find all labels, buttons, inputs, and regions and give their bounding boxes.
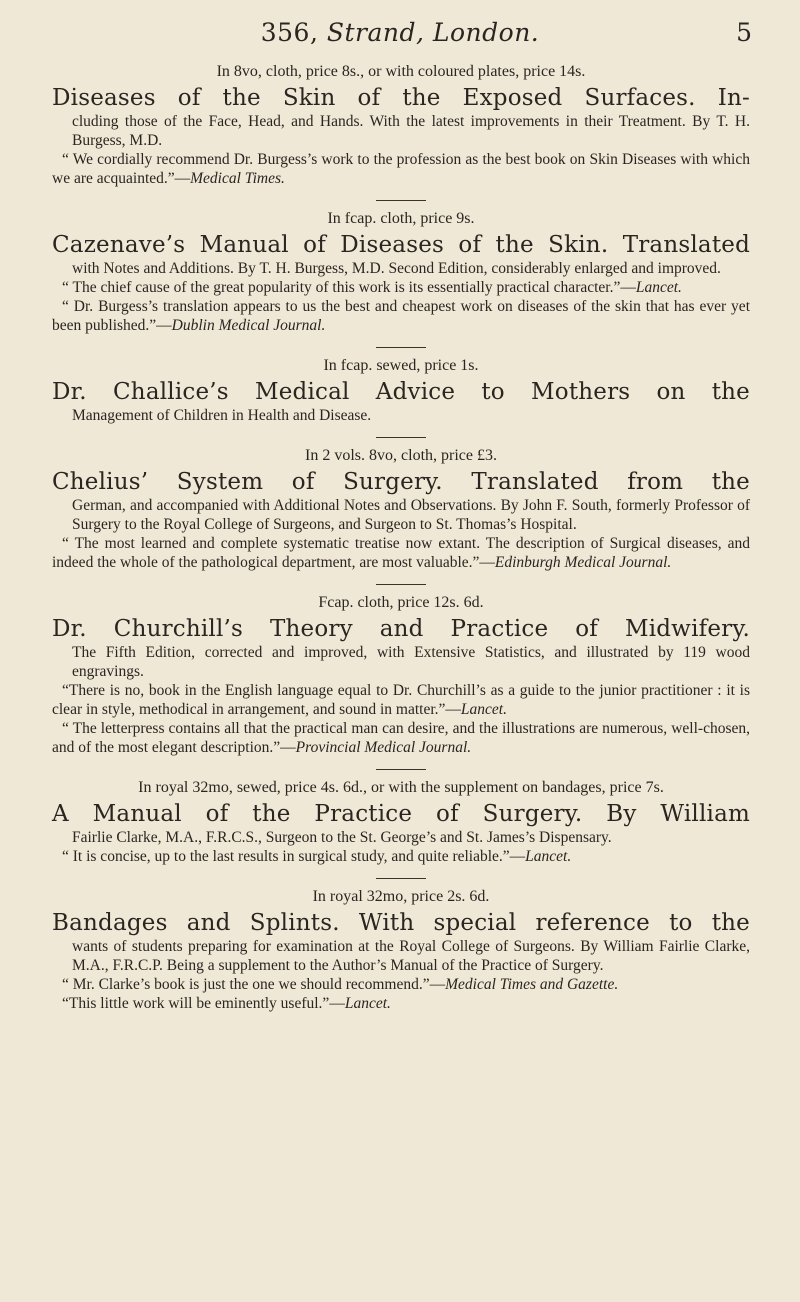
review-quote <box>52 847 750 866</box>
review-text: “There is no, book in the English language equal to Dr. Churchill’s as a guide to the junior practitioner : it is clear in style, methodical in arrangement, and sound in matter.”— <box>52 682 750 718</box>
review-text: “ It is concise, up to the last results in surgical study, and quite reliable.”— <box>62 848 526 865</box>
review-quote <box>52 719 750 757</box>
book-title: Dr. Churchill’s Theory and Practice of Midwifery. <box>52 616 750 642</box>
book-description: wants of students preparing for examination at the Royal College of Surgeons. By William Fairlie Clarke, M.A., F.R.C.P. Being a supplement to the Author’s Manual of the Practice of Surgery. <box>72 938 750 974</box>
book-title: Chelius’ System of Surgery. Translated from the <box>52 469 750 495</box>
book-title: Diseases of the Skin of the Exposed Surfaces. In- <box>52 85 750 111</box>
review-quote <box>52 681 750 719</box>
edition-price-line: In royal 32mo, price 2s. 6d. <box>312 888 490 905</box>
review-quote <box>52 994 750 1013</box>
book-title: Dr. Challice’s Medical Advice to Mothers on the <box>52 379 750 405</box>
book-advertisement <box>52 887 750 1013</box>
book-advertisement <box>52 778 750 866</box>
edition-price-line: Fcap. cloth, price 12s. 6d. <box>318 594 484 611</box>
page-number: 5 <box>736 18 752 47</box>
book-description: cluding those of the Face, Head, and Hands. With the latest improvements in their Treatment. By T. H. Burgess, M.D. <box>72 113 750 149</box>
review-quote <box>52 534 750 572</box>
separator-rule <box>376 769 426 770</box>
book-advertisement <box>52 593 750 757</box>
advertisement-list <box>52 62 750 1013</box>
review-quote <box>52 297 750 335</box>
publisher-address <box>210 18 590 47</box>
book-description: Management of Children in Health and Disease. <box>72 407 372 424</box>
review-text: “ The letterpress contains all that the practical man can desire, and the illustrations are numerous, well-chosen, and of the most elegant description.”— <box>52 720 750 756</box>
book-description: German, and accompanied with Additional Notes and Observations. By John F. South, formerly Professor of Surgery to the Royal College of Surgeons, and Surgeon to St. Thomas’s Hospital. <box>72 497 750 533</box>
review-quote <box>52 150 750 188</box>
review-source: Lancet. <box>460 701 507 718</box>
edition-price-line: In royal 32mo, sewed, price 4s. 6d., or with the supplement on bandages, price 7s. <box>138 779 664 796</box>
review-text: “This little work will be eminently useful.”— <box>62 995 345 1012</box>
book-title: A Manual of the Practice of Surgery. By William <box>52 801 750 827</box>
book-advertisement <box>52 209 750 335</box>
review-source: Medical Times. <box>190 170 285 187</box>
address-prefix: 356, <box>260 18 319 47</box>
book-title: Cazenave’s Manual of Diseases of the Skin. Translated <box>52 232 750 258</box>
book-description: Fairlie Clarke, M.A., F.R.C.S., Surgeon to the St. George’s and St. James’s Dispensary. <box>72 829 612 846</box>
separator-rule <box>376 200 426 201</box>
book-description: with Notes and Additions. By T. H. Burgess, M.D. Second Edition, considerably enlarged and improved. <box>72 260 721 277</box>
separator-rule <box>376 878 426 879</box>
review-text: “ The chief cause of the great popularity of this work is its essentially practical character.”— <box>62 279 636 296</box>
review-source: Medical Times and Gazette. <box>445 976 619 993</box>
book-advertisement <box>52 62 750 188</box>
running-head <box>0 14 800 56</box>
address-street: Strand, London. <box>326 18 540 47</box>
review-source: Lancet. <box>635 279 682 296</box>
book-description: The Fifth Edition, corrected and improved, with Extensive Statistics, and illustrated by 119 wood engravings. <box>72 644 750 680</box>
review-text: “ Dr. Burgess’s translation appears to us the best and cheapest work on diseases of the skin that has ever yet been published.”— <box>52 298 750 334</box>
review-source: Provincial Medical Journal. <box>295 739 472 756</box>
review-source: Dublin Medical Journal. <box>171 317 326 334</box>
separator-rule <box>376 347 426 348</box>
review-text: “ The most learned and complete systematic treatise now extant. The description of Surgical diseases, and indeed the whole of the pathological department, are most valuable.”— <box>52 535 750 571</box>
edition-price-line: In fcap. cloth, price 9s. <box>327 210 475 227</box>
review-quote <box>52 278 750 297</box>
book-advertisement <box>52 446 750 572</box>
review-source: Lancet. <box>525 848 572 865</box>
review-text: “ Mr. Clarke’s book is just the one we should recommend.”— <box>62 976 446 993</box>
book-title: Bandages and Splints. With special reference to the <box>52 910 750 936</box>
review-source: Lancet. <box>344 995 391 1012</box>
review-quote <box>52 975 750 994</box>
edition-price-line: In 2 vols. 8vo, cloth, price £3. <box>305 447 497 464</box>
review-text: “ We cordially recommend Dr. Burgess’s work to the profession as the best book on Skin Diseases with which we are acquainted.”— <box>52 151 750 187</box>
edition-price-line: In fcap. sewed, price 1s. <box>323 357 479 374</box>
separator-rule <box>376 437 426 438</box>
separator-rule <box>376 584 426 585</box>
edition-price-line: In 8vo, cloth, price 8s., or with coloured plates, price 14s. <box>216 63 586 80</box>
review-source: Edinburgh Medical Journal. <box>494 554 672 571</box>
book-advertisement <box>52 356 750 425</box>
